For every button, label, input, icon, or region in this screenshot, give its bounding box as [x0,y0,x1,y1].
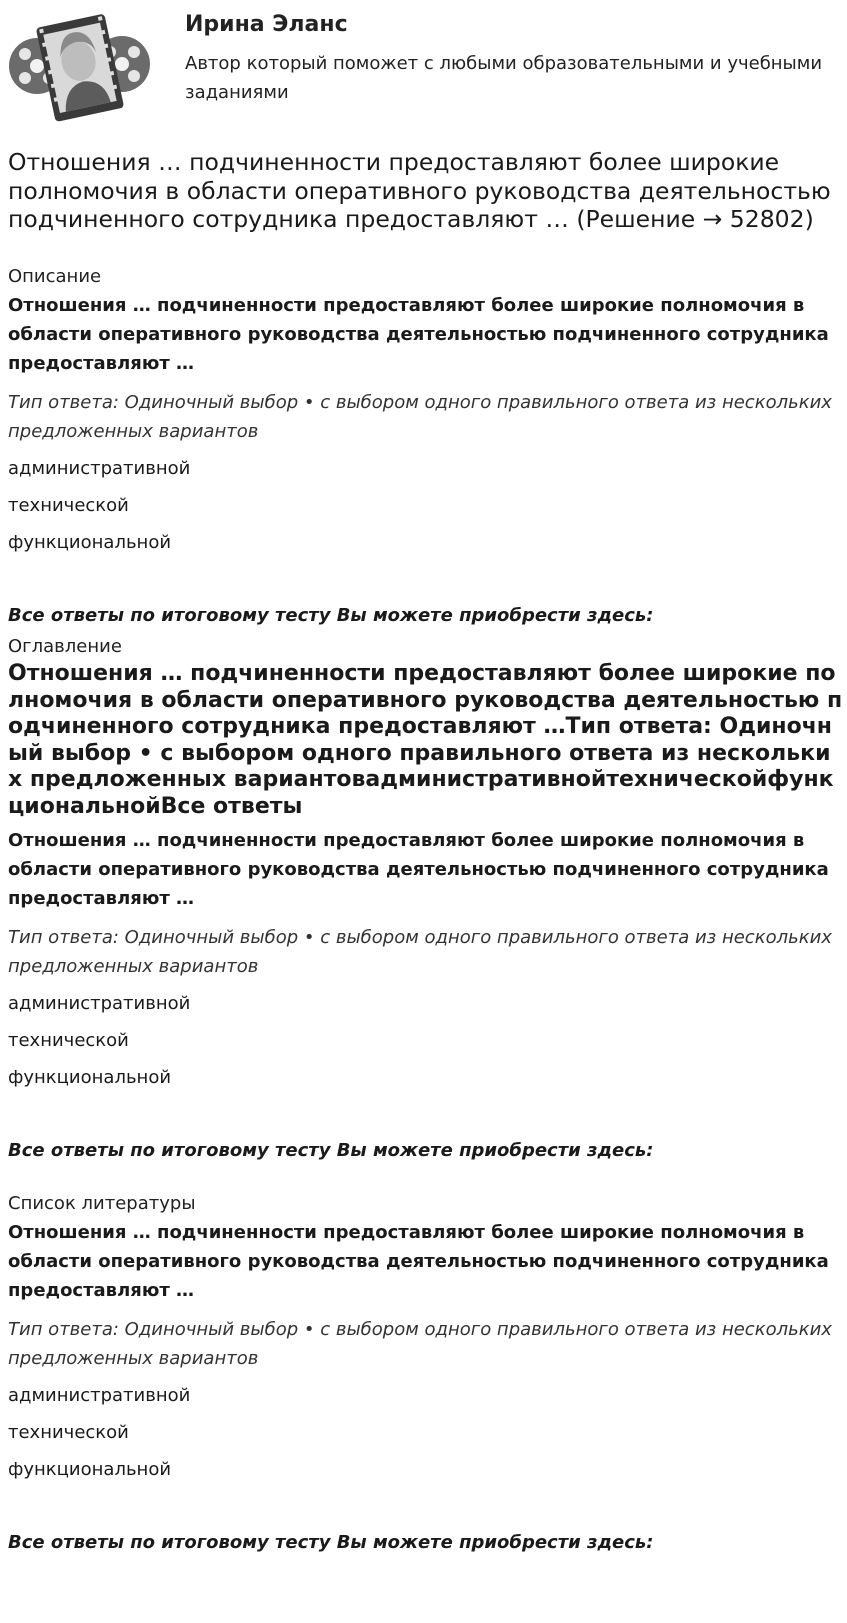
option-item: технической [8,495,129,516]
question-text: Отношения … подчиненности предоставляют более широкие полномочия в области оперативного руководства деятельностью подчиненного сотрудника предоставляют … [8,1222,829,1301]
author-avatar [7,6,152,129]
section-label-toc: Оглавление [8,636,122,657]
option-item: технической [8,1030,129,1051]
option-item: функциональной [8,532,172,553]
purchase-note: Все ответы по итоговому тесту Вы можете приобрести здесь: [8,1140,654,1161]
purchase-note: Все ответы по итоговому тесту Вы можете приобрести здесь: [8,1532,654,1553]
author-description: Автор который поможет с любыми образовательными и учебными заданиями [185,53,823,103]
question-text: Отношения … подчиненности предоставляют более широкие полномочия в области оперативного руководства деятельностью подчиненного сотрудника предоставляют … [8,830,829,909]
description-section [8,266,843,627]
answer-type: Тип ответа: Одиночный выбор • с выбором одного правильного ответа из нескольких предложенных вариантов [8,1319,832,1369]
option-item: административной [8,993,191,1014]
toc-section [8,636,843,1162]
option-item: административной [8,1385,191,1406]
question-text: Отношения … подчиненности предоставляют более широкие полномочия в области оперативного руководства деятельностью подчиненного сотрудника предоставляют … [8,295,829,374]
option-item: административной [8,458,191,479]
option-item: функциональной [8,1067,172,1088]
page-title: Отношения … подчиненности предоставляют более широкие полномочия в области оперативного руководства деятельностью подчиненного сотрудника предоставляют … (Решение → 52802) [8,148,831,233]
option-item: функциональной [8,1459,172,1480]
option-item: технической [8,1422,129,1443]
author-block [0,0,847,132]
answer-type: Тип ответа: Одиночный выбор • с выбором одного правильного ответа из нескольких предложенных вариантов [8,927,832,977]
section-label-description: Описание [8,266,102,287]
author-name: Ирина Эланс [185,12,348,37]
literature-section [8,1193,843,1554]
purchase-note: Все ответы по итоговому тесту Вы можете приобрести здесь: [8,605,654,626]
section-label-literature: Список литературы [8,1193,196,1214]
answer-type: Тип ответа: Одиночный выбор • с выбором одного правильного ответа из нескольких предложенных вариантов [8,392,832,442]
toc-heading: Отношения … подчиненности предоставляют более широкие полномочия в области оперативного руководства деятельностью подчиненного сотрудника предоставляют …Тип ответа: Одиночный выбор • с выбором одного правильного ответа из нескольких предложенных вариантовадминистративнойтехническойфункциональнойВсе ответы [8,661,843,819]
